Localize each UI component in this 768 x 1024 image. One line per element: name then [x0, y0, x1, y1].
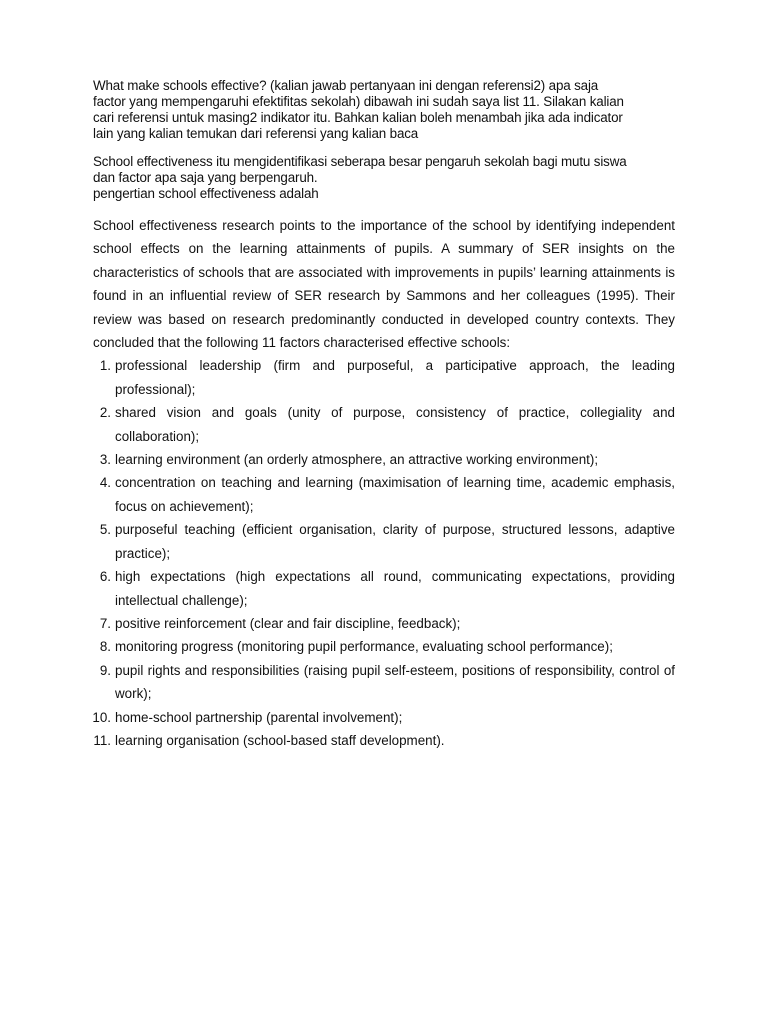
list-item-text: concentration on teaching and learning (maximisation of learning time, academic emphasis, focus on achievement); [115, 475, 675, 514]
list-item-text: learning environment (an orderly atmosphere, an attractive working environment); [115, 452, 599, 468]
list-number: 2. [99, 405, 111, 421]
effective-school-factors-list [93, 354, 675, 752]
list-item-text: home-school partnership (parental involvement); [115, 709, 403, 725]
ser-summary-paragraph: School effectiveness research points to the importance of the school by identifying independent school effects on the learning attainments of pupils. A summary of SER insights on the characteristics of schools that are associated with improvements in pupils’ learning attainments is found in an influential review of SER research by Sammons and her colleagues (1995). Their review was based on research predominantly conducted in developed country contexts. They concluded that the following 11 factors characterised effective schools: [93, 218, 675, 351]
list-item [93, 635, 675, 658]
list-item-text: positive reinforcement (clear and fair discipline, feedback); [115, 615, 461, 631]
list-item-text: monitoring progress (monitoring pupil performance, evaluating school performance); [115, 639, 613, 655]
list-number: 3. [99, 452, 111, 468]
list-item-text: professional leadership (firm and purposeful, a participative approach, the leading professional); [115, 358, 675, 397]
list-number: 9. [99, 662, 111, 678]
document-page [93, 78, 675, 752]
list-item [93, 659, 675, 706]
list-item-text: pupil rights and responsibilities (raising pupil self-esteem, positions of responsibility, control of work); [115, 662, 675, 702]
list-item [93, 565, 675, 612]
list-item-text: shared vision and goals (unity of purpose, consistency of practice, collegiality and collaboration); [115, 405, 675, 444]
list-number: 10. [92, 709, 111, 725]
assignment-question [93, 78, 675, 142]
list-item [93, 706, 675, 729]
definition-line: School effectiveness itu mengidentifikasi seberapa besar pengaruh sekolah bagi mutu siswa [93, 154, 627, 169]
definition-note [93, 154, 675, 202]
list-number: 8. [99, 639, 111, 655]
list-number: 6. [99, 569, 111, 585]
question-line: What make schools effective? (kalian jawab pertanyaan ini dengan referensi2) apa saja [93, 78, 599, 93]
list-item [93, 518, 675, 565]
list-item-text: high expectations (high expectations all round, communicating expectations, providing intellectual challenge); [115, 569, 675, 608]
list-number: 5. [99, 522, 111, 538]
question-line: factor yang mempengaruhi efektifitas sekolah) dibawah ini sudah saya list 11. Silakan kalian [93, 94, 624, 109]
question-line: cari referensi untuk masing2 indikator itu. Bahkan kalian boleh menambah jika ada indicator [93, 110, 623, 125]
list-item [93, 612, 675, 635]
list-item [93, 401, 675, 448]
list-item-text: purposeful teaching (efficient organisation, clarity of purpose, structured lessons, adaptive practice); [115, 522, 675, 561]
list-item [93, 471, 675, 518]
list-item-text: learning organisation (school-based staff development). [115, 732, 445, 748]
list-item [93, 729, 675, 752]
definition-line: pengertian school effectiveness adalah [93, 186, 319, 201]
question-line: lain yang kalian temukan dari referensi yang kalian baca [93, 126, 419, 141]
list-number: 11. [93, 732, 111, 748]
list-number: 7. [99, 615, 111, 631]
definition-line: dan factor apa saja yang berpengaruh. [93, 170, 318, 185]
list-item [93, 354, 675, 401]
list-number: 4. [99, 475, 111, 491]
list-number: 1. [99, 358, 111, 374]
list-item [93, 448, 675, 471]
